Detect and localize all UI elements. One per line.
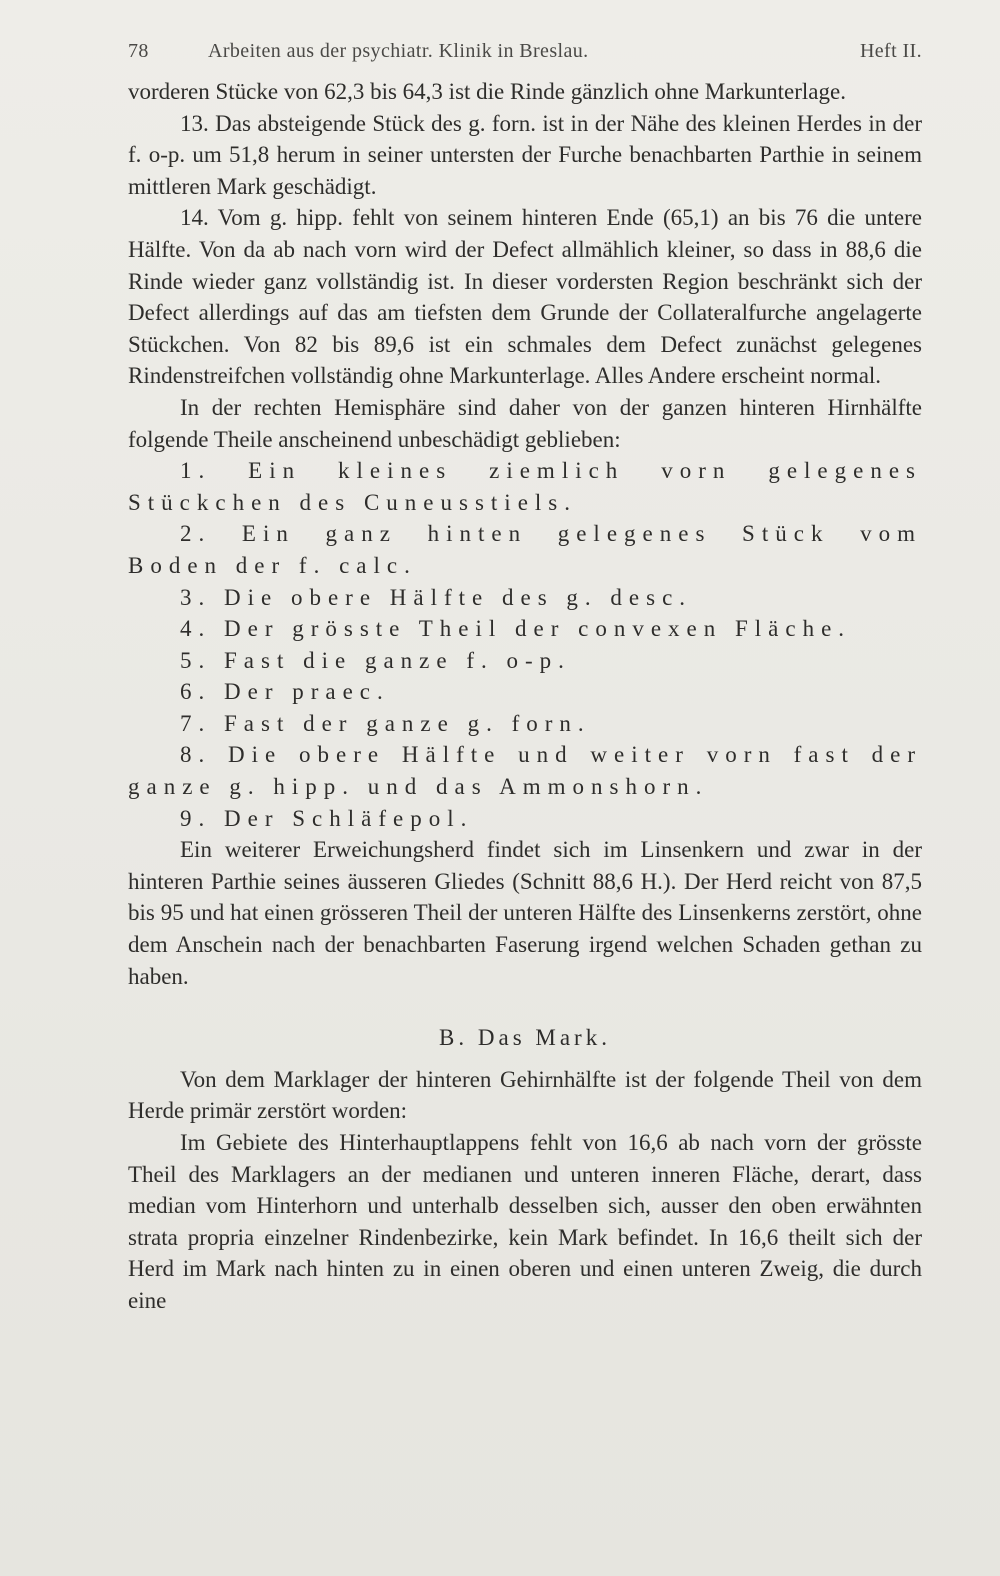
running-head [128, 40, 922, 70]
paragraph: vorderen Stücke von 62,3 bis 64,3 ist die Rinde gänzlich ohne Markunterlage. [128, 79, 846, 104]
list-item: 6. Der praec. [180, 679, 390, 705]
list-item: 4. Der grösste Theil der convexen Fläche. [180, 616, 852, 642]
list-item: 3. Die obere Hälfte des g. desc. [180, 584, 693, 610]
section-heading: B. Das Mark. [439, 1025, 611, 1051]
paragraph: In der rechten Hemisphäre sind daher von der ganzen hinteren Hirnhälfte folgende Theile anscheinend unbeschädigt geblieben: [128, 394, 922, 452]
list-item: 7. Fast der ganze g. forn. [180, 710, 591, 736]
running-head-issue: Heft II. [859, 40, 922, 62]
list-item: 2. Ein ganz hinten gelegenes Stück vom Boden der f. calc. [128, 521, 922, 578]
page-number: 78 [128, 40, 149, 62]
list-item: 8. Die obere Hälfte und weiter vorn fast der ganze g. hipp. und das Ammonshorn. [128, 742, 922, 800]
paragraph: 14. Vom g. hipp. fehlt von seinem hinteren Ende (65,1) an bis 76 die untere Hälfte. Von da ab nach vorn wird der Defect allmählich kleiner, so dass in 88,6 die Rinde wieder ganz vollständig ist. In dieser vordersten Region beschränkt sich der Defect allerdings auf das am tiefsten dem Grunde der Collateralfurche angelagerte Stückchen. Von 82 bis 89,6 ist ein schmales dem Defect zunächst gelegenes Rindenstreifchen vollständig ohne Markunterlage. Alles Andere erscheint normal. [128, 205, 922, 389]
running-head-title: Arbeiten aus der psychiatr. Klinik in Breslau. [208, 40, 589, 62]
paragraph: Von dem Marklager der hinteren Gehirnhälfte ist der folgende Theil von dem Herde primär zerstört worden: [128, 1066, 922, 1124]
list-item: 5. Fast die ganze f. o-p. [180, 647, 571, 673]
paragraph: Im Gebiete des Hinterhauptlappens fehlt von 16,6 ab nach vorn der grösste Theil des Marklagers an der medianen und unteren inneren Fläche, derart, dass median vom Hinterhorn und unterhalb desselben sich, ausser den oben erwähnten strata propria einzelner Rindenbezirke, kein Mark befindet. In 16,6 theilt sich der Herd im Mark nach hinten zu in einen oberen und einen unteren Zweig, die durch eine [128, 1130, 922, 1313]
body-text [128, 76, 922, 1317]
preserved-parts-list [128, 455, 922, 834]
paragraph: 13. Das absteigende Stück des g. forn. ist in der Nähe des kleinen Herdes in der f. o-p. um 51,8 herum in seiner untersten der Furche benachbarten Parthie in seinem mittleren Mark geschädigt. [128, 110, 922, 199]
list-item: 1. Ein kleines ziemlich vorn gelegenes Stückchen des Cuneusstiels. [128, 458, 922, 515]
list-item: 9. Der Schläfepol. [180, 805, 474, 831]
paragraph: Ein weiterer Erweichungsherd findet sich im Linsenkern und zwar in der hinteren Parthie seines äusseren Gliedes (Schnitt 88,6 H.). Der Herd reicht von 87,5 bis 95 und hat einen grösseren Theil der unteren Hälfte des Linsenkerns zerstört, ohne dem Anschein nach der benachbarten Faserung irgend welchen Schaden gethan zu haben. [128, 837, 922, 989]
